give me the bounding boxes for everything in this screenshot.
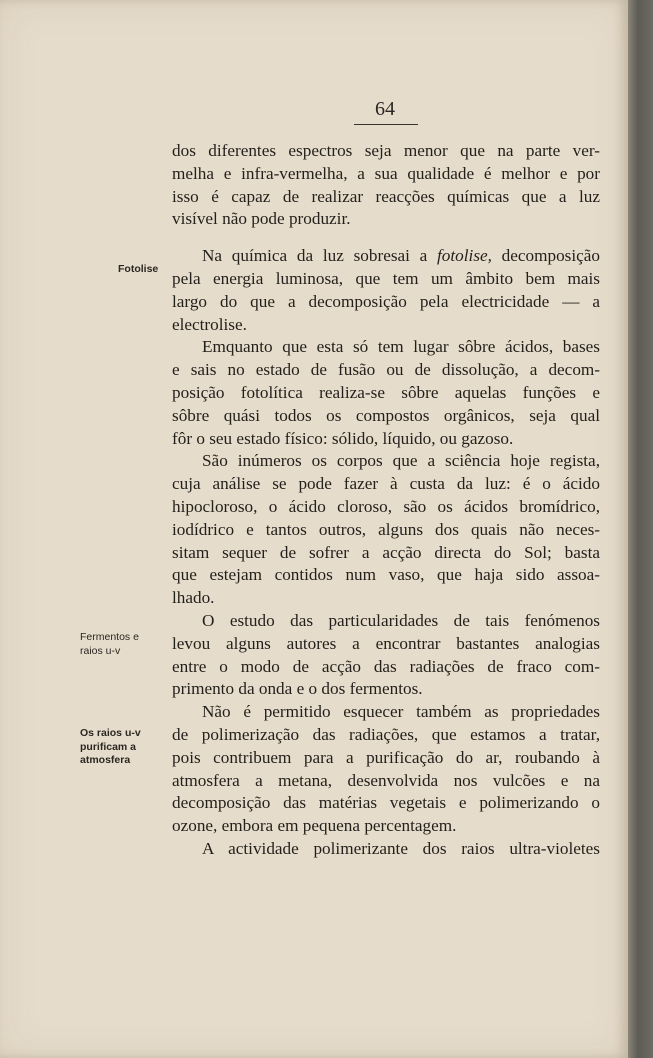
margin-note-line: atmosfera (80, 754, 131, 766)
text-line: O estudo das particularidades de tais fenómenos (202, 610, 600, 630)
paragraph-6 (172, 701, 600, 838)
text-line: isso é capaz de realizar reacções químicas que a luz (172, 186, 600, 206)
body-text (172, 140, 600, 861)
margin-note-fotolise-text: Fotolise (118, 263, 159, 275)
text-line: sitam sequer de sofrer a acção directa do Sol; basta (172, 542, 600, 562)
text-line: São inúmeros os corpos que a sciência hoje regista, (202, 451, 600, 471)
margin-note-line: raios u-v (80, 644, 121, 657)
margin-note-line: Fermentos e (80, 631, 139, 643)
text-line: lhado. (172, 588, 215, 608)
term-fotolise: fotolise, (437, 246, 492, 266)
text-line: ozone, embora em pequena percentagem. (172, 816, 457, 836)
paragraph-1 (172, 140, 600, 231)
text-line: A actividade polimerizante dos raios ultra-violetes (202, 838, 600, 858)
text-line (172, 245, 600, 268)
margin-note-fermentos (80, 631, 168, 658)
text-line: Emquanto que esta só tem lugar sôbre ácidos, bases (202, 337, 600, 357)
text-line: decomposição das matérias vegetais e polimerizando o (172, 793, 600, 813)
text-line: posição fotolítica realiza-se sôbre aquelas funções e (172, 382, 600, 402)
text-line: melha e infra-vermelha, a sua qualidade é melhor e por (172, 163, 600, 183)
paragraph-7 (172, 838, 600, 861)
text-line: iodídrico e tantos outros, alguns dos quais não neces- (172, 519, 600, 539)
paragraph-3 (172, 336, 600, 450)
text-line: electrolise. (172, 314, 247, 334)
text-line: hipocloroso, o ácido cloroso, são os ácidos bromídrico, (172, 496, 600, 516)
page-number: 64 (375, 98, 395, 120)
text-line: visível não pode produzir. (172, 209, 351, 229)
page-number-rule (354, 124, 418, 125)
text-fragment: decomposição (491, 246, 600, 266)
text-line: levou alguns autores a encontrar bastantes analogias (172, 633, 600, 653)
text-line: pois contribuem para a purificação do ar, roubando à (172, 747, 600, 767)
text-line: primento da onda e o dos fermentos. (172, 679, 423, 699)
paragraph-4 (172, 450, 600, 610)
text-line: de polimerização das radiações, que estamos a tratar, (172, 724, 600, 744)
text-line: fôr o seu estado físico: sólido, líquido, ou gazoso. (172, 428, 514, 448)
text-line: que estejam contidos num vaso, que haja sido assoa- (172, 565, 600, 585)
paragraph-2 (172, 245, 600, 336)
text-line: cuja análise se pode fazer à custa da luz: é o ácido (172, 474, 600, 494)
text-line: e sais no estado de fusão ou de dissolução, a decom- (172, 360, 600, 380)
text-line: largo do que a decomposição pela electricidade — a (172, 291, 600, 311)
margin-note-line: Os raios u-v (80, 727, 141, 739)
book-edge (628, 0, 653, 1058)
text-line: dos diferentes espectros seja menor que na parte ver- (172, 141, 600, 160)
text-line: sôbre quási todos os compostos orgânicos, seja qual (172, 405, 600, 425)
text-line: entre o modo de acção das radiações de fraco com- (172, 656, 600, 676)
margin-note-line: purificam a (80, 740, 137, 753)
margin-note-raios-purificam (80, 727, 168, 768)
text-line: pela energia luminosa, que tem um âmbito bem mais (172, 268, 600, 288)
text-fragment: Na química da luz sobresai a (202, 246, 438, 266)
paragraph-5 (172, 610, 600, 701)
text-line: Não é permitido esquecer também as propriedades (202, 702, 600, 722)
text-line: atmosfera a metana, desenvolvida nos vulcões e na (172, 770, 600, 790)
